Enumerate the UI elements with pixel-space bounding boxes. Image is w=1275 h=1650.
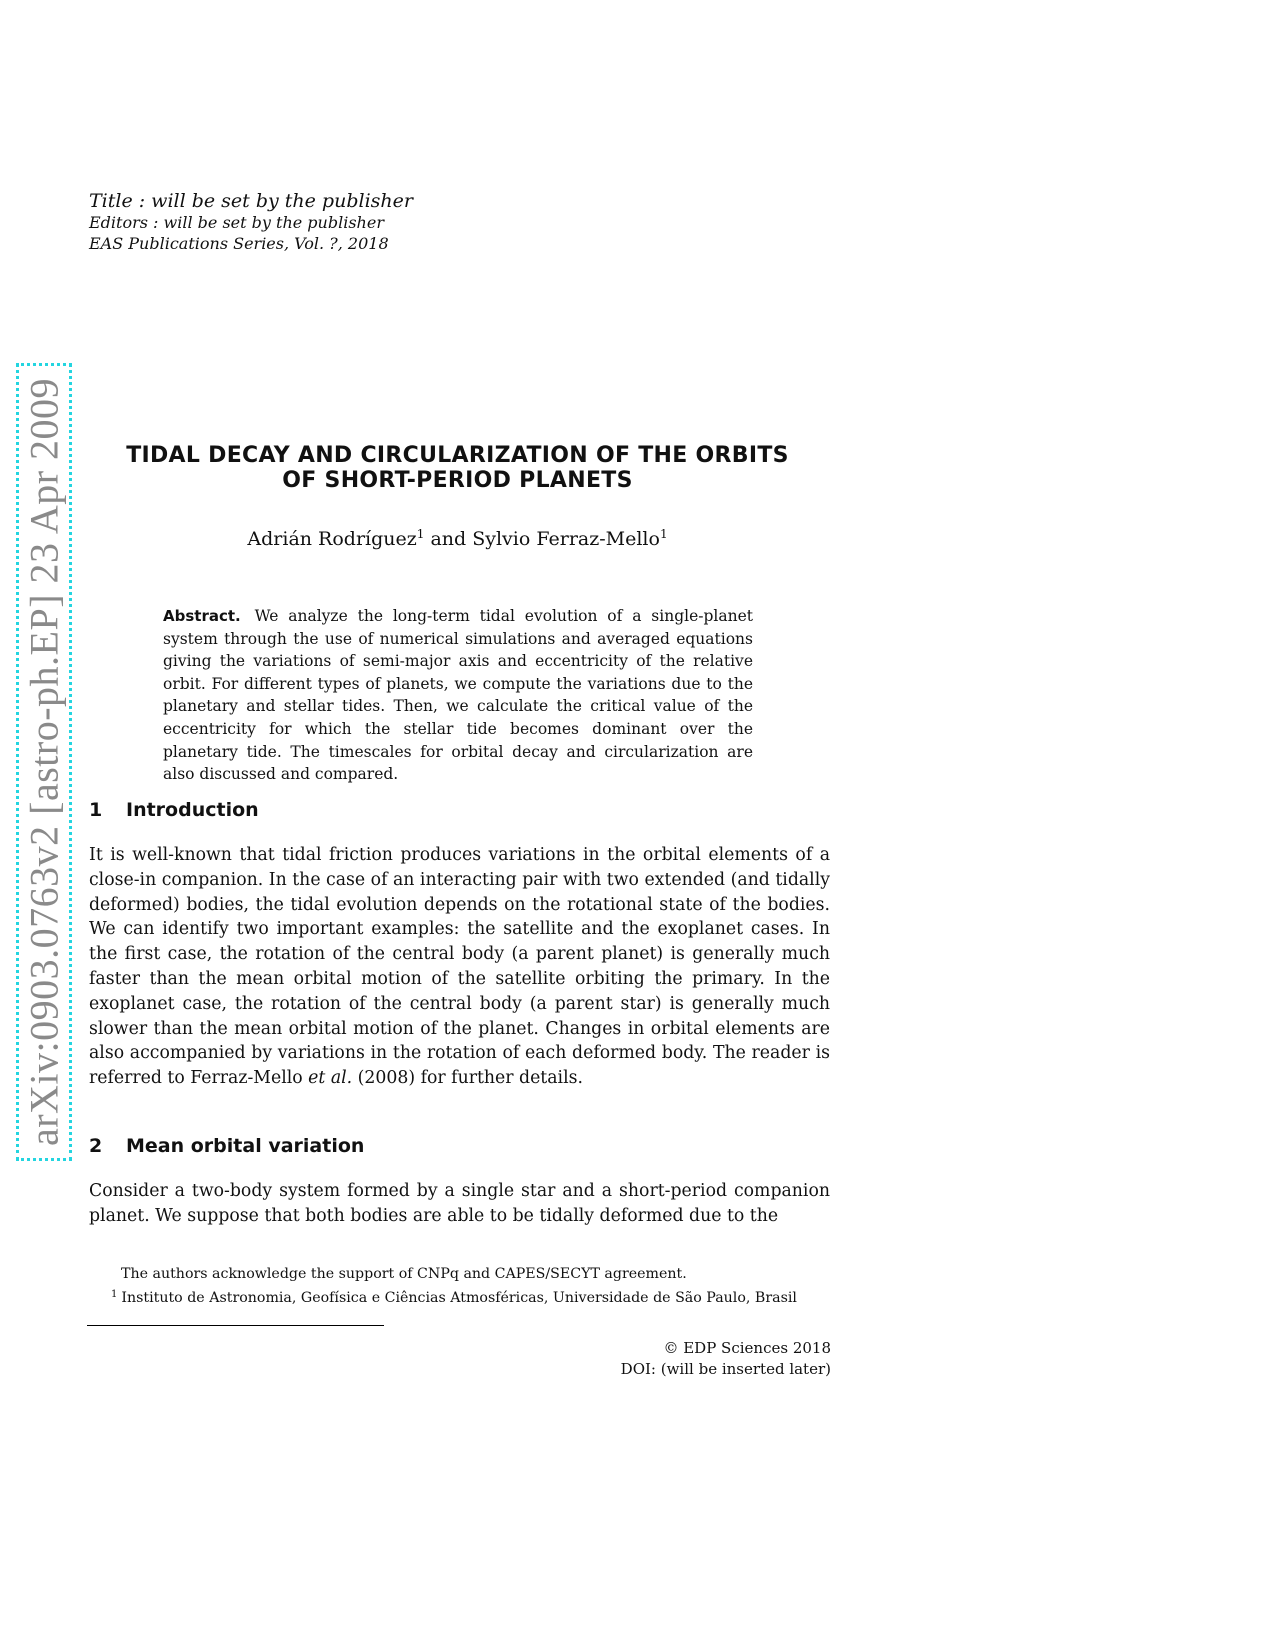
paragraph-text: It is well-known that tidal friction produces variations in the orbital elements of a close-in companion. In the case of an interacting pair with two extended (and tidally deformed) bodies, the tidal evolution depends on the rotational state of the bodies. We can identify two important examples: the satellite and the exoplanet cases. In the first case, the rotation of the central body (a parent planet) is generally much faster than the mean orbital motion of the satellite orbiting the primary. In the exoplanet case, the rotation of the central body (a parent star) is generally much slower than the mean orbital motion of the planet. Changes in orbital elements are also accompanied by variations in the rotation of each deformed body. The reader is referred to Ferraz-Mello (89, 845, 830, 1089)
author-separator: and (424, 528, 473, 550)
citation-etal: et al. (308, 1068, 353, 1089)
affiliation-text: Instituto de Astronomia, Geofísica e Ciências Atmosféricas, Universidade de São Paulo, Brasil (121, 1290, 797, 1306)
title-line-1: TIDAL DECAY AND CIRCULARIZATION OF THE ORBITS (126, 443, 789, 468)
copyright-notice: © EDP Sciences 2018 (663, 1339, 831, 1357)
affiliation-mark: 1 (416, 527, 425, 541)
section-number: 2 (89, 1135, 103, 1157)
affiliation-mark: 1 (659, 527, 668, 541)
footnote-rule (87, 1325, 384, 1326)
section-body-introduction (89, 843, 830, 1091)
paragraph-text: (2008) for further details. (352, 1068, 583, 1089)
author-name: Sylvio Ferraz-Mello (472, 528, 660, 550)
section-number: 1 (89, 799, 103, 821)
paragraph-text: Consider a two-body system formed by a single star and a short-period companion planet. We suppose that both bodies are able to be tidally deformed due to the (89, 1181, 830, 1226)
section-title: Mean orbital variation (126, 1135, 365, 1157)
section-title: Introduction (126, 799, 259, 821)
abstract-label: Abstract. (163, 607, 241, 625)
author-list (85, 528, 830, 550)
footnote-affiliation (111, 1288, 843, 1309)
section-heading-introduction (89, 799, 259, 821)
section-heading-mean-orbital-variation (89, 1135, 364, 1157)
paper-title (85, 443, 830, 493)
footnote-acknowledgement: The authors acknowledge the support of CNPq and CAPES/SECYT agreement. (121, 1266, 687, 1282)
title-line-2: OF SHORT-PERIOD PLANETS (282, 468, 633, 493)
arxiv-identifier[interactable]: arXiv:0903.0763v2 [astro-ph.EP] 23 Apr 2009 (21, 377, 67, 1147)
author-name: Adrián Rodríguez (247, 528, 417, 550)
header-editors-line: Editors : will be set by the publisher (89, 213, 384, 232)
header-title-line: Title : will be set by the publisher (89, 190, 413, 212)
abstract (163, 605, 753, 786)
abstract-text: We analyze the long-term tidal evolution of a single-planet system through the use of numerical simulations and averaged equations giving the variations of semi-major axis and eccentricity of the relative orbit. For different types of planets, we compute the variations due to the planetary and stellar tides. Then, we calculate the critical value of the eccentricity for which the stellar tide becomes dominant over the planetary tide. The timescales for orbital decay and circularization are also discussed and compared. (163, 607, 753, 784)
section-body-mean-orbital-variation (89, 1179, 830, 1229)
footnote-mark: 1 (111, 1289, 118, 1300)
running-header (89, 190, 413, 254)
header-series-line: EAS Publications Series, Vol. ?, 2018 (89, 234, 389, 253)
arxiv-stamp[interactable] (16, 363, 72, 1161)
doi-notice: DOI: (will be inserted later) (620, 1360, 831, 1378)
